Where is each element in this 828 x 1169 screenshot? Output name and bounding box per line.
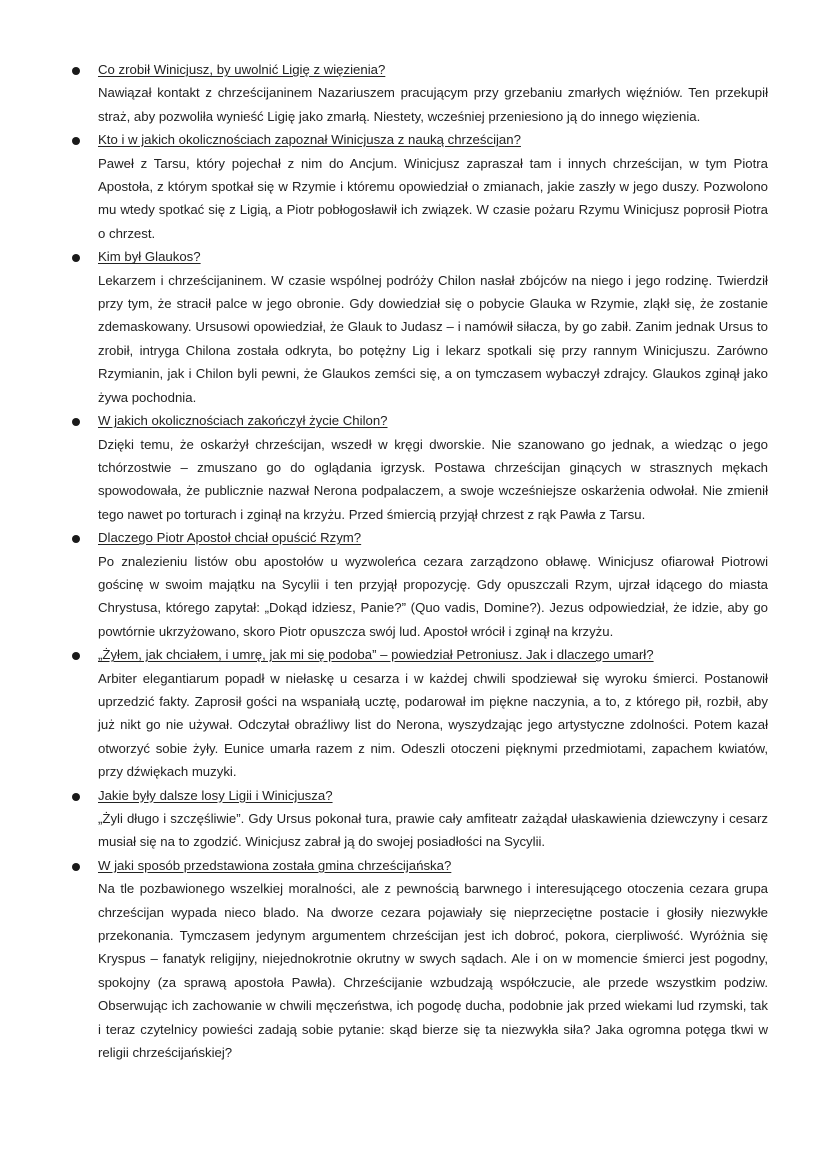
answer-paragraph: Lekarzem i chrześcijaninem. W czasie wspólnej podróży Chilon nasłał zbójców na niego i jego rodzinę. Twierdził przy tym, że stracił palce w jego obronie. Gdy dowiedział się o pobycie Glauka w Rzymie, zląkł się, że zostanie zdemaskowany. Ursusowi opowiedział, że Glauk to Judasz – i namówił siłacza, by go zabił. Zanim jednak Ursus to zrobił, intryga Chilona została odkryta, bo potężny Lig i lekarz spotkali się przy rannym Winicjuszu. Zarówno Rzymianin, jak i Chilon byli pewni, że Glaukos zemści się, a on tymczasem wybaczył zdrajcy. Glaukos zginął jako żywa pochodnia. xyxy=(98,272,768,405)
qa-item-5 xyxy=(0,526,828,643)
answer-paragraph: Paweł z Tarsu, który pojechał z nim do Ancjum. Winicjusz zapraszał tam i innych chrześcijan, w tym Piotra Apostoła, z którym spotkał się w Rzymie i któremu opowiedział o zmianach, jakie zaszły w jego duszy. Pozwolono mu wtedy spotkać się z Ligią, a Piotr pobłogosławił ich związek. W czasie pożaru Rzymu Winicjusz poprosił Piotra o chrzest. xyxy=(98,155,768,241)
question-heading: „Żyłem, jak chciałem, i umrę, jak mi się podoba” – powiedział Petroniusz. Jak i dlaczego umarł? xyxy=(98,647,654,663)
qa-item-6 xyxy=(0,643,828,783)
qa-item-1 xyxy=(0,58,828,128)
bullet-icon xyxy=(72,254,80,262)
qa-item-7 xyxy=(0,784,828,854)
bullet-icon xyxy=(72,652,80,660)
document-page xyxy=(0,58,828,1064)
answer-paragraph: Po znalezieniu listów obu apostołów u wyzwoleńca cezara zarządzono obławę. Winicjusz ofiarował Piotrowi gościnę w swoim majątku na Sycylii i ten przyjął propozycję. Gdy opuszczali Rzym, ujrzał idącego do miasta Chrystusa, którego zapytał: „Dokąd idziesz, Panie?” (Quo vadis, Domine?). Jezus odpowiedział, że idzie, aby go powtórnie ukrzyżowano, skoro Piotr opuszcza swój lud. Apostoł wrócił i zginął na krzyżu. xyxy=(98,553,768,639)
question-heading: Kim był Glaukos? xyxy=(98,249,201,265)
question-heading: Jakie były dalsze losy Ligii i Winicjusza? xyxy=(98,787,333,803)
qa-item-3 xyxy=(0,245,828,409)
bullet-icon xyxy=(72,863,80,871)
qa-item-8 xyxy=(0,854,828,1065)
bullet-icon xyxy=(72,67,80,75)
question-heading: Co zrobił Winicjusz, by uwolnić Ligię z więzienia? xyxy=(98,62,386,77)
bullet-icon xyxy=(72,137,80,145)
answer-paragraph: Nawiązał kontakt z chrześcijaninem Nazariuszem pracującym przy grzebaniu zmarłych więźniów. Ten przekupił straż, aby pozwoliła wynieść Ligię jako zmarłą. Niestety, wcześniej przeniesiono ją do innego więzienia. xyxy=(98,85,768,124)
question-heading: Dlaczego Piotr Apostoł chciał opuścić Rzym? xyxy=(98,530,362,546)
bullet-icon xyxy=(72,418,80,426)
bullet-icon xyxy=(72,793,80,801)
answer-paragraph: „Żyli długo i szczęśliwie”. Gdy Ursus pokonał tura, prawie cały amfiteatr zażądał ułaskawienia dziewczyny i cesarz musiał się na to zgodzić. Winicjusz zabrał ją do swojej posiadłości na Sycylii. xyxy=(98,811,768,850)
question-heading: Kto i w jakich okolicznościach zapoznał Winicjusza z nauką chrześcijan? xyxy=(98,132,521,148)
answer-paragraph: Na tle pozbawionego wszelkiej moralności, ale z pewnością barwnego i interesującego otoczenia cezara grupa chrześcijan wypada nieco blado. Na dworze cezara pojawiały się nieprzeciętne postacie i głosiły niezwykłe przekonania. Tymczasem jedynym argumentem chrześcijan jest ich dobroć, pokora, cierpliwość. Wyróżnia się Kryspus – fanatyk religijny, niejednokrotnie okrutny w swych sądach. Ale i on w momencie śmierci jest pogodny, spokojny (za sprawą apostoła Pawła). Chrześcijanie wzbudzają współczucie, ale przede wszystkim podziw. Obserwując ich zachowanie w chwili męczeństwa, ich pogodę ducha, podobnie jak przed wiekami lud rzymski, tak i teraz czytelnicy powieści zadają sobie pytanie: skąd bierze się ta niezwykła siła? Jaka ogromna potęga tkwi w religii chrześcijańskiej? xyxy=(98,881,768,1061)
question-heading: W jakich okolicznościach zakończył życie Chilon? xyxy=(98,413,388,429)
answer-paragraph: Arbiter elegantiarum popadł w niełaskę u cesarza i w każdej chwili spodziewał się wyroku śmierci. Postanowił uprzedzić fakty. Zaprosił gości na wspaniałą ucztę, podarował im piękne naczynia, a to, z którego pił, rozbił, aby już nikt go nie używał. Odczytał obraźliwy list do Nerona, wyszydzając jego artystyczne zdolności. Potem kazał otworzyć sobie żyły. Eunice umarła razem z nim. Odeszli otoczeni pięknymi przedmiotami, zapachem kwiatów, przy dźwiękach muzyki. xyxy=(98,670,768,780)
question-heading: W jaki sposób przedstawiona została gmina chrześcijańska? xyxy=(98,857,452,873)
bullet-icon xyxy=(72,535,80,543)
qa-item-4 xyxy=(0,409,828,526)
qa-item-2 xyxy=(0,128,828,245)
answer-paragraph: Dzięki temu, że oskarżył chrześcijan, wszedł w kręgi dworskie. Nie szanowano go jednak, a wiedząc o jego tchórzostwie – zmuszano go do oglądania igrzysk. Postawa chrześcijan ginących w strasznych mękach spowodowała, że publicznie nazwał Nerona podpalaczem, a swoje wcześniejsze oskarżenia odwołał. Nie zmienił tego nawet po torturach i zginął na krzyżu. Przed śmiercią przyjął chrzest z rąk Pawła z Tarsu. xyxy=(98,436,768,522)
